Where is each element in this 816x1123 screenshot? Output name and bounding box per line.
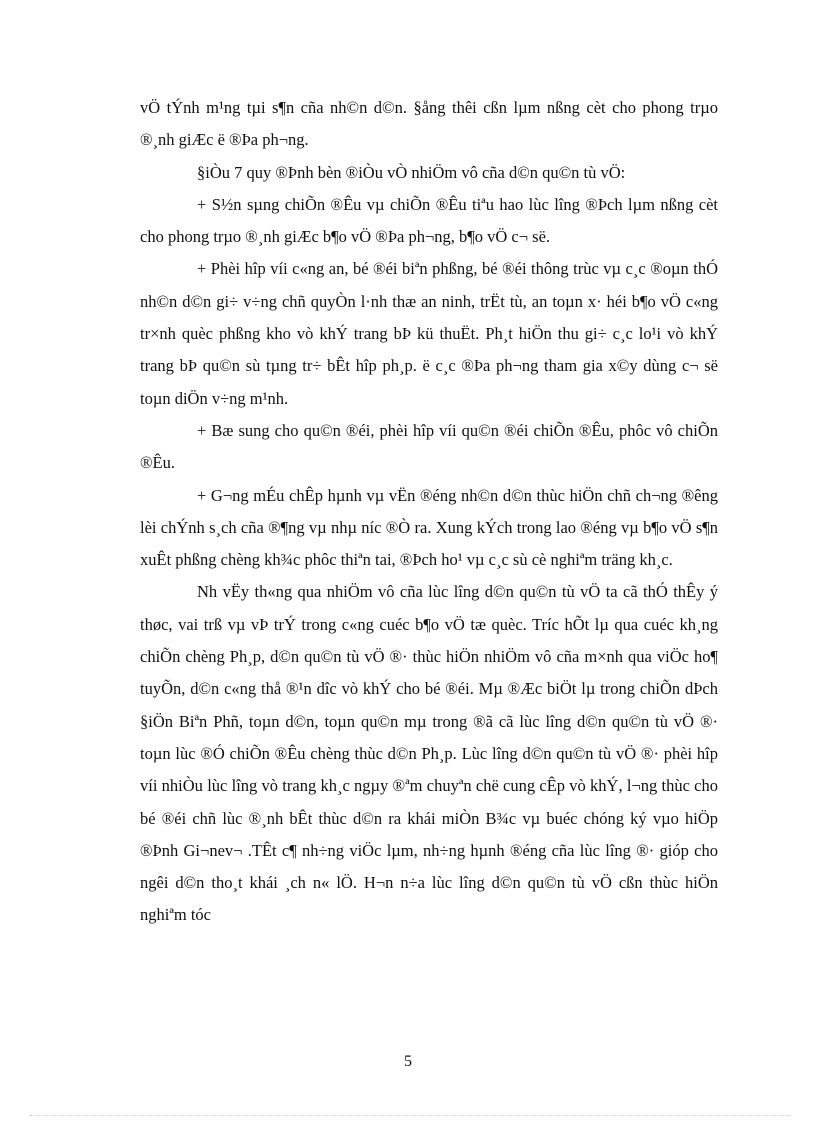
body-text — [140, 92, 718, 932]
paragraph-duty-4: + G¬ng mÉu chÊp hµnh vµ vËn ®éng nh©n d©n thùc hiÖn chñ ch¬ng ®êng lèi chÝnh s¸ch cña ®¶ng vµ nhµ níc ®Ò ra. Xung kÝch trong lao ®éng vµ b¶o vÖ s¶n xuÊt phßng chèng kh¾c phôc thiªn tai, ®Þch ho¹ vµ c¸c sù cè nghiªm träng kh¸c. — [140, 485, 718, 570]
footer-divider — [30, 1115, 790, 1116]
paragraph-duty-1: + S½n sµng chiÕn ®Êu vµ chiÕn ®Êu tiªu hao lùc lîng ®Þch lµm nßng cèt cho phong trµo ®¸nh giÆc b¶o vÖ ®Þa ph¬ng, b¶o vÖ c¬ së. — [140, 194, 718, 247]
page-number: 5 — [404, 1053, 412, 1070]
paragraph-duty-2: + Phèi hîp víi c«ng an, bé ®éi biªn phßng, bé ®éi thông trùc vµ c¸c ®oµn thÓ nh©n d©n gi÷ v÷ng chñ quyÒn l·nh thæ an ninh, trËt tù, an toµn x· héi b¶o vÖ c«ng tr×nh quèc phßng kho vò khÝ trang bÞ kü thuËt. Ph¸t hiÖn thu gi÷ c¸c lo¹i vò khÝ trang bÞ qu©n sù tµng tr÷ bÊt hîp ph¸p. ë c¸c ®Þa ph¬ng tham gia x©y dùng c¬ së toµn diÖn v÷ng m¹nh. — [140, 259, 718, 408]
paragraph-summary: Nh vËy th«ng qua nhiÖm vô cña lùc lîng d©n qu©n tù vÖ ta cã thÓ thÊy ý thøc, vai trß vµ vÞ trÝ trong c«ng cuéc b¶o vÖ tæ quèc. Tríc hÕt lµ qua cuéc kh¸ng chiÕn chèng Ph¸p, d©n qu©n tù vÖ ®· thùc hiÖn nhiÖm vô cña m×nh qua viÖc ho¶ tuyÕn, d©n c«ng thå ®¹n dîc vò khÝ cho bé ®éi. Mµ ®Æc biÖt lµ trong chiÕn dÞch §iÖn Biªn Phñ, toµn d©n, toµn qu©n mµ trong ®ã cã lùc lîng d©n qu©n tù vÖ ®· toµn lùc ®Ó chiÕn ®Êu chèng thùc d©n Ph¸p. Lùc lîng d©n qu©n tù vÖ ®· phèi hîp víi nhiÒu lùc lîng vò trang kh¸c ngµy ®ªm chuyªn chë cung cÊp vò khÝ, l¬ng thùc cho bé ®éi chñ lùc ®¸nh bÊt thùc d©n ra khái miÒn B¾c vµ buéc chóng ký vµo hiÖp ®Þnh Gi¬nev¬ .TÊt c¶ nh÷ng viÖc lµm, nh÷ng hµnh ®éng cña lùc lîng ®· gióp cho ngêi d©n tho¸t khái ¸ch n« lÖ. H¬n n÷a lùc lîng d©n qu©n tù vÖ cßn thùc hiÖn nghiªm tóc — [140, 582, 718, 925]
paragraph-article-7-intro: §iÒu 7 quy ®Þnh bèn ®iÒu vÒ nhiÖm vô cña d©n qu©n tù vÖ: — [197, 162, 626, 182]
paragraph-duty-3: + Bæ sung cho qu©n ®éi, phèi hîp víi qu©n ®éi chiÕn ®Êu, phôc vô chiÕn ®Êu. — [140, 420, 718, 473]
paragraph-continuation: vÖ tÝnh m¹ng tµi s¶n cña nh©n d©n. §ång thêi cßn lµm nßng cèt cho phong trµo ®¸nh giÆc ë ®Þa ph¬ng. — [140, 98, 718, 150]
